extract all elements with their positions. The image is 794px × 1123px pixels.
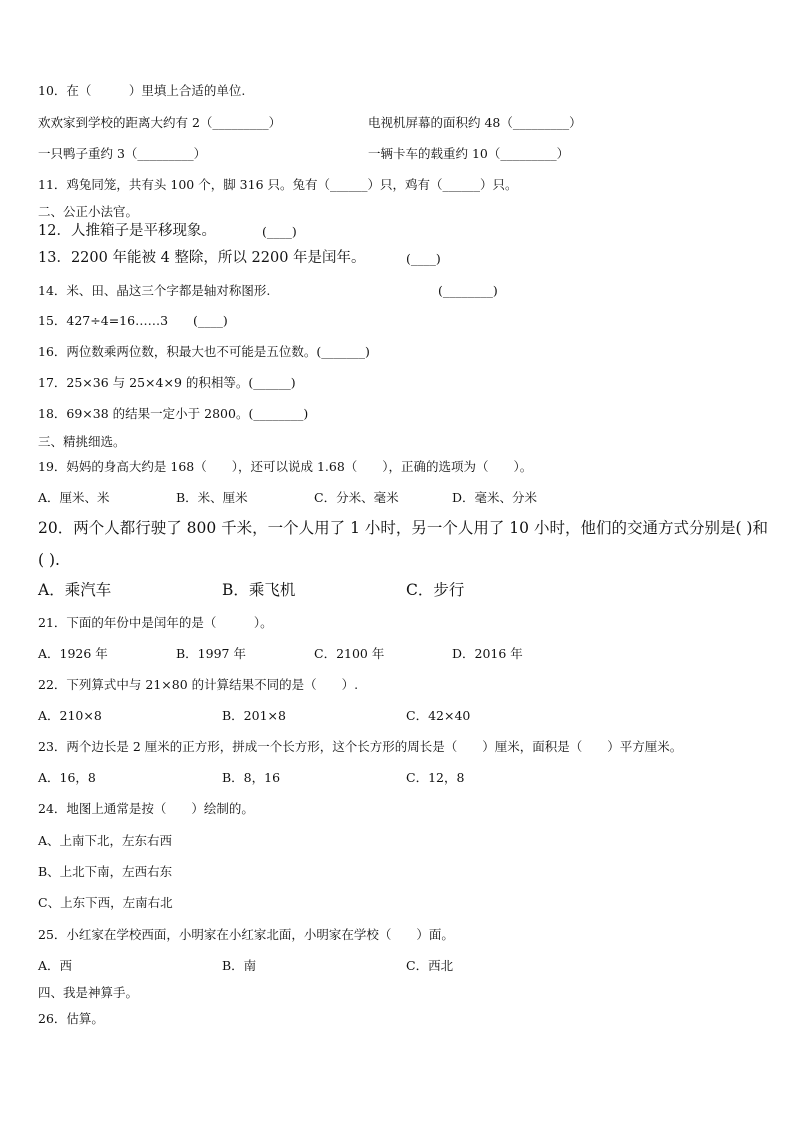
q25-option-a: A．西 (38, 958, 73, 973)
q19: 19．妈妈的身高大约是 168（ ），还可以说成 1.68（ ），正确的选项为（ ）。 (38, 459, 533, 474)
q24-option-a: A、上南下北，左东右西 (38, 833, 173, 848)
q21: 21．下面的年份中是闰年的是（ ）。 (38, 615, 273, 630)
q18: 18．69×38 的结果一定小于 2800。(________) (38, 406, 309, 421)
section-4-title: 四、我是神算手。 (38, 985, 139, 1000)
q26: 26．估算。 (38, 1011, 104, 1026)
q12: 12．人推箱子是平移现象。 (38, 223, 216, 239)
q10-item-a: 欢欢家到学校的距离大约有 2（_________） (38, 115, 282, 130)
q15-blank: (____) (193, 313, 228, 328)
q14-blank: (________) (438, 283, 498, 298)
q21-option-a: A．1926 年 (38, 646, 108, 661)
q24-option-b: B、上北下南，左西右东 (38, 864, 173, 879)
q20-line1: 20．两个人都行驶了 800 千米，一个人用了 1 小时，另一个人用了 10 小时，他们的交通方式分别是( )和 (38, 519, 768, 537)
q19-option-d: D．毫米、分米 (452, 490, 538, 505)
q22-option-c: C．42×40 (406, 708, 471, 723)
q25-option-b: B．南 (222, 958, 257, 973)
q24: 24．地图上通常是按（ ）绘制的。 (38, 801, 254, 816)
q10-item-c: 一只鸭子重约 3（_________） (38, 146, 207, 161)
q21-option-c: C．2100 年 (314, 646, 385, 661)
q19-option-a: A．厘米、米 (38, 490, 110, 505)
q21-option-d: D．2016 年 (452, 646, 523, 661)
q15: 15．427÷4=16……3 (38, 313, 169, 328)
q22-option-b: B．201×8 (222, 708, 286, 723)
q25-option-c: C．西北 (406, 958, 454, 973)
q21-option-b: B．1997 年 (176, 646, 246, 661)
q23: 23．两个边长是 2 厘米的正方形，拼成一个长方形，这个长方形的周长是（ ）厘米，面积是（ ）平方厘米。 (38, 739, 683, 754)
q10-item-b: 电视机屏幕的面积约 48（_________） (368, 115, 582, 130)
q17: 17．25×36 与 25×4×9 的积相等。(______) (38, 375, 296, 390)
q10-item-d: 一辆卡车的载重约 10（_________） (368, 146, 570, 161)
q23-option-a: A．16，8 (38, 770, 96, 785)
q19-option-b: B．米、厘米 (176, 490, 248, 505)
q23-option-c: C．12，8 (406, 770, 465, 785)
q10-title: 10．在（ ）里填上合适的单位. (38, 83, 246, 98)
q20-option-a: A．乘汽车 (38, 581, 112, 599)
q20-line2: ( ). (38, 551, 60, 569)
section-2-title: 二、公正小法官。 (38, 204, 139, 219)
q14: 14．米、田、晶这三个字都是轴对称图形. (38, 283, 271, 298)
q20-option-c: C．步行 (406, 581, 465, 599)
q23-option-b: B．8，16 (222, 770, 281, 785)
q25: 25．小红家在学校西面，小明家在小红家北面，小明家在学校（ ）面。 (38, 927, 454, 942)
q22-option-a: A．210×8 (38, 708, 102, 723)
q12-blank: (____) (262, 224, 297, 239)
q19-option-c: C．分米、毫米 (314, 490, 399, 505)
q11: 11．鸡兔同笼，共有头 100 个，脚 316 只。兔有（______）只，鸡有（______）只。 (38, 177, 518, 192)
q20-option-b: B．乘飞机 (222, 581, 296, 599)
q13-blank: (____) (406, 251, 441, 266)
q13: 13．2200 年能被 4 整除，所以 2200 年是闰年。 (38, 250, 366, 266)
q16: 16．两位数乘两位数，积最大也不可能是五位数。(_______) (38, 344, 370, 359)
q22: 22．下列算式中与 21×80 的计算结果不同的是（ ）. (38, 677, 359, 692)
section-3-title: 三、精挑细选。 (38, 434, 126, 449)
q24-option-c: C、上东下西，左南右北 (38, 895, 173, 910)
